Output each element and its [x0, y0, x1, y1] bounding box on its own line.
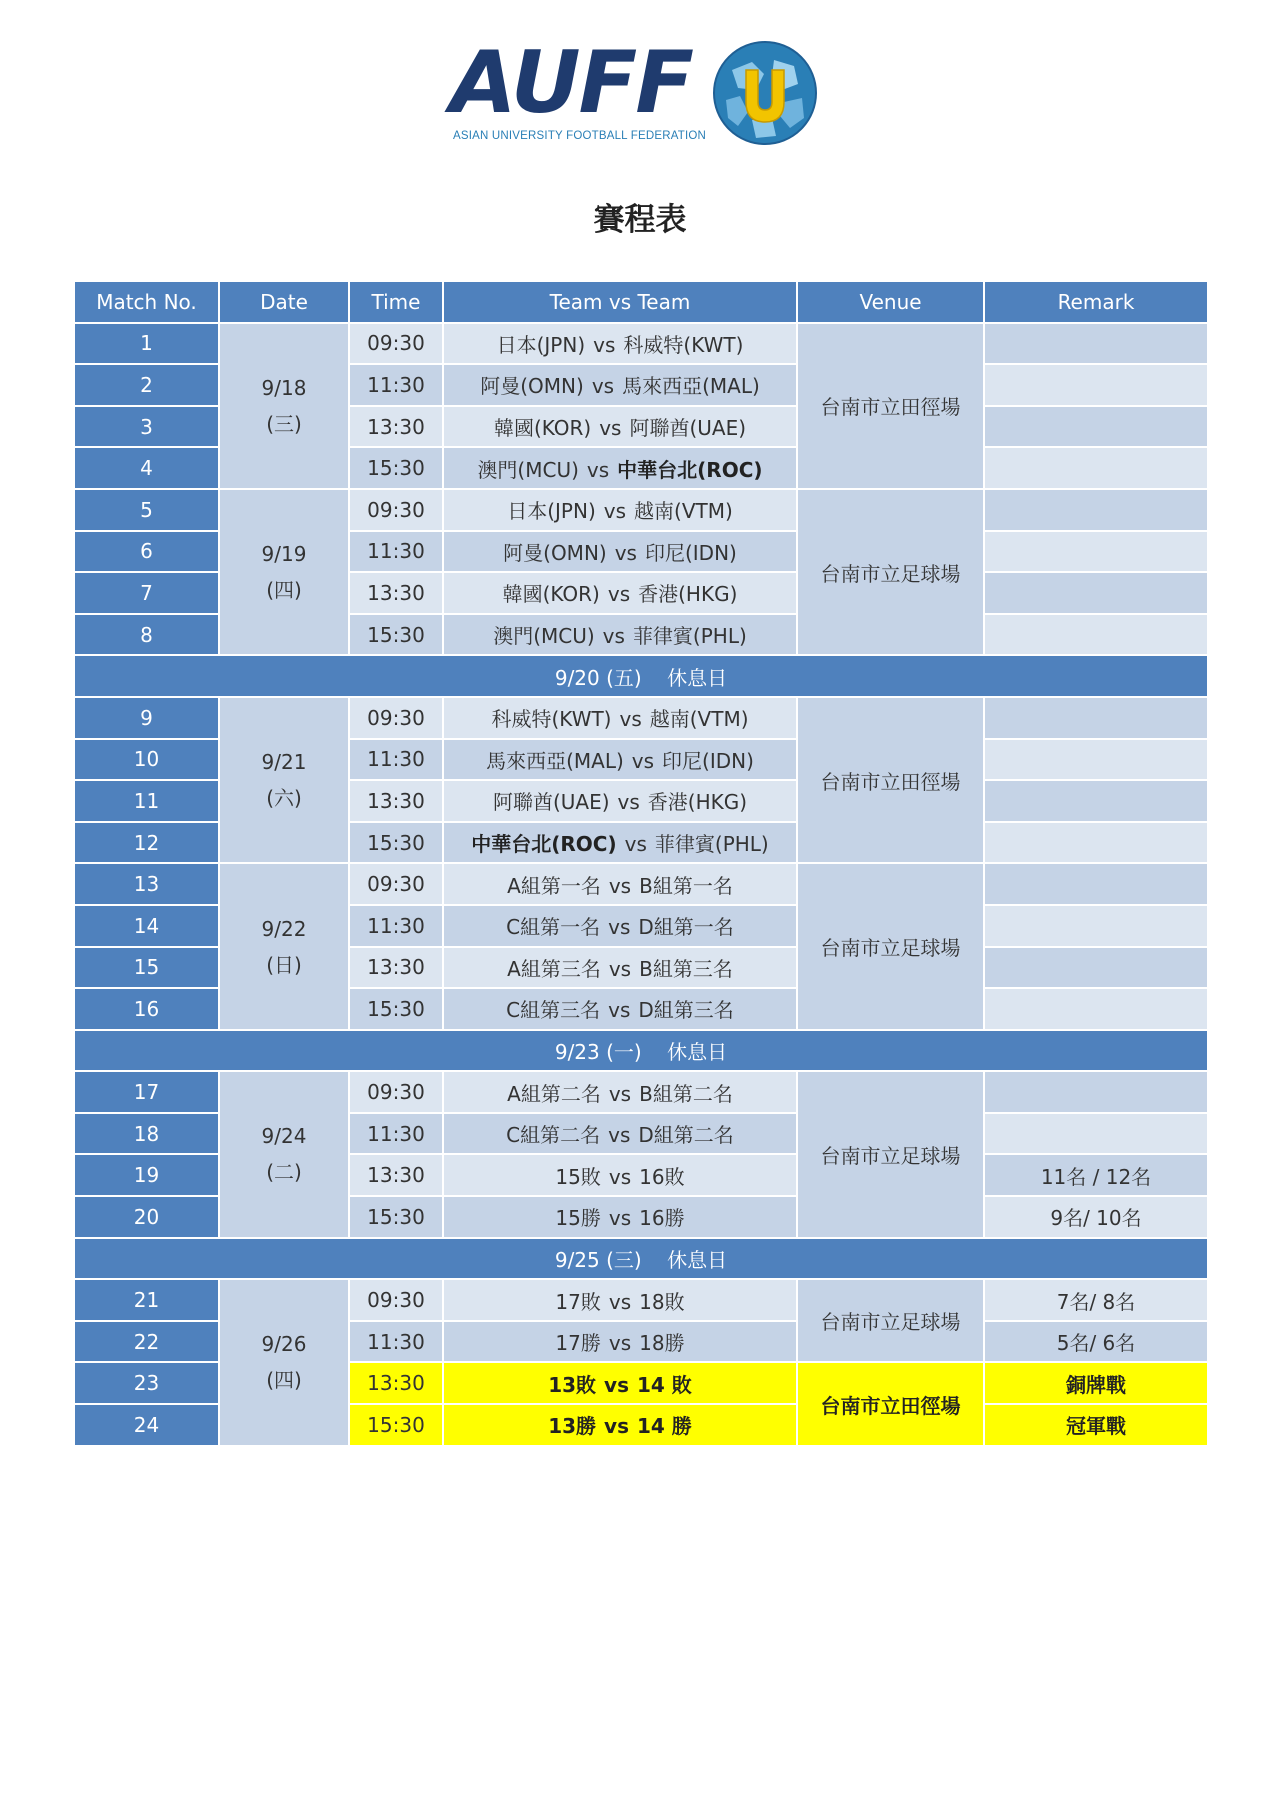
football-globe-icon: [712, 40, 818, 146]
vs-label: vs: [608, 1289, 632, 1314]
match-no: 3: [74, 406, 219, 448]
match-remark: [984, 406, 1208, 448]
match-time: 09:30: [349, 323, 443, 365]
match-time: 15:30: [349, 822, 443, 864]
vs-label: vs: [608, 1164, 632, 1189]
rest-day-label: [74, 1238, 1208, 1280]
team-home: 馬來西亞(MAL): [486, 748, 624, 773]
match-no: 8: [74, 614, 219, 656]
match-no: 16: [74, 988, 219, 1030]
table-row: [74, 323, 1208, 365]
match-teams: [443, 905, 797, 947]
match-teams: [443, 1071, 797, 1113]
vs-label: vs: [602, 624, 625, 649]
match-date: [219, 489, 349, 655]
match-remark: [984, 780, 1208, 822]
team-home: 韓國(KOR): [493, 416, 592, 441]
vs-label: vs: [608, 1081, 632, 1106]
match-no: 12: [74, 822, 219, 864]
team-home: 17勝: [555, 1331, 601, 1356]
match-remark: [984, 447, 1208, 489]
match-time: 11:30: [349, 364, 443, 406]
vs-label: vs: [608, 998, 631, 1023]
vs-label: vs: [604, 1414, 629, 1439]
match-venue: 台南市立田徑場: [797, 697, 984, 863]
team-home: 13勝: [548, 1414, 597, 1439]
table-row: [74, 1279, 1208, 1321]
vs-label: vs: [608, 1123, 631, 1148]
date-value: 9/22: [261, 916, 307, 941]
team-away: 18勝: [639, 1331, 685, 1356]
date-value: 9/19: [261, 542, 307, 567]
vs-label: vs: [608, 1206, 632, 1231]
header-venue: Venue: [797, 281, 984, 323]
page-title: 賽程表: [593, 202, 687, 238]
match-time: 15:30: [349, 1404, 443, 1446]
team-away: D組第三名: [638, 998, 734, 1023]
match-no: 17: [74, 1071, 219, 1113]
match-time: 09:30: [349, 1279, 443, 1321]
match-time: 15:30: [349, 614, 443, 656]
team-home: 韓國(KOR): [502, 582, 600, 607]
date-value: 9/18: [261, 375, 307, 400]
team-away: B組第三名: [639, 956, 733, 981]
vs-label: vs: [614, 540, 637, 565]
team-away: 香港(HKG): [638, 582, 738, 607]
team-away: 印尼(IDN): [662, 748, 754, 773]
match-no: 24: [74, 1404, 219, 1446]
match-time: 09:30: [349, 697, 443, 739]
match-teams: [443, 822, 797, 864]
team-home: 阿曼(OMN): [480, 374, 584, 399]
match-remark: 銅牌戰: [984, 1362, 1208, 1404]
team-home: C組第二名: [506, 1123, 601, 1148]
header-date: Date: [219, 281, 349, 323]
match-time: 11:30: [349, 1321, 443, 1363]
rest-day-date: 9/20 (五): [554, 665, 642, 690]
team-away: 馬來西亞(MAL): [622, 374, 760, 399]
date-weekday: (四): [266, 578, 302, 603]
team-away: 14 敗: [637, 1372, 692, 1397]
date-value: 9/24: [261, 1124, 307, 1149]
match-time: 13:30: [349, 572, 443, 614]
rest-day-label: [74, 655, 1208, 697]
match-remark: [984, 822, 1208, 864]
match-no: 5: [74, 489, 219, 531]
match-date: [219, 863, 349, 1029]
vs-label: vs: [607, 582, 631, 607]
match-no: 6: [74, 531, 219, 573]
match-time: 15:30: [349, 447, 443, 489]
match-remark: 7名/ 8名: [984, 1279, 1208, 1321]
match-no: 19: [74, 1154, 219, 1196]
rest-day-row: [74, 1238, 1208, 1280]
match-no: 10: [74, 739, 219, 781]
match-teams: [443, 739, 797, 781]
match-teams: [443, 447, 797, 489]
header-remark: Remark: [984, 281, 1208, 323]
match-no: 2: [74, 364, 219, 406]
match-no: 9: [74, 697, 219, 739]
match-teams: [443, 364, 797, 406]
match-no: 1: [74, 323, 219, 365]
match-remark: [984, 863, 1208, 905]
rest-day-row: [74, 655, 1208, 697]
rest-day-date: 9/25 (三): [554, 1247, 642, 1272]
match-remark: 11名 / 12名: [984, 1154, 1208, 1196]
match-time: 11:30: [349, 905, 443, 947]
match-no: 7: [74, 572, 219, 614]
match-time: 13:30: [349, 1362, 443, 1404]
team-away: 越南(VTM): [649, 707, 749, 732]
match-teams: [443, 1362, 797, 1404]
vs-label: vs: [603, 499, 627, 524]
match-no: 18: [74, 1113, 219, 1155]
table-header-row: [74, 281, 1208, 323]
vs-label: vs: [617, 790, 640, 815]
match-remark: [984, 323, 1208, 365]
date-weekday: (四): [266, 1368, 302, 1393]
date-weekday: (六): [266, 786, 302, 811]
match-teams: [443, 697, 797, 739]
match-time: 13:30: [349, 1154, 443, 1196]
schedule-table: [73, 280, 1209, 1447]
match-remark: 冠軍戰: [984, 1404, 1208, 1446]
match-remark: [984, 364, 1208, 406]
match-date: [219, 323, 349, 489]
match-remark: [984, 905, 1208, 947]
rest-day-text: 休息日: [667, 665, 728, 690]
rest-day-label: [74, 1030, 1208, 1072]
match-time: 09:30: [349, 863, 443, 905]
match-remark: [984, 572, 1208, 614]
match-time: 13:30: [349, 780, 443, 822]
match-remark: 5名/ 6名: [984, 1321, 1208, 1363]
match-venue: 台南市立足球場: [797, 863, 984, 1029]
match-no: 11: [74, 780, 219, 822]
match-time: 15:30: [349, 1196, 443, 1238]
match-teams: [443, 1404, 797, 1446]
match-teams: [443, 323, 797, 365]
match-time: 09:30: [349, 489, 443, 531]
team-away: D組第一名: [638, 915, 734, 940]
vs-label: vs: [624, 832, 647, 857]
team-home: 17敗: [555, 1289, 601, 1314]
match-remark: [984, 1113, 1208, 1155]
match-teams: [443, 572, 797, 614]
match-no: 21: [74, 1279, 219, 1321]
logo-subtitle: ASIAN UNIVERSITY FOOTBALL FEDERATION: [453, 130, 707, 142]
table-row: [74, 489, 1208, 531]
team-away: 16勝: [639, 1206, 685, 1231]
team-away: 菲律賓(PHL): [654, 832, 769, 857]
match-venue: 台南市立足球場: [797, 489, 984, 655]
team-home: 15勝: [555, 1206, 601, 1231]
team-away: 越南(VTM): [634, 499, 733, 524]
date-weekday: (日): [266, 952, 302, 977]
match-remark: [984, 531, 1208, 573]
match-time: 11:30: [349, 1113, 443, 1155]
logo-wordmark: AUFF: [450, 33, 693, 133]
rest-day-row: [74, 1030, 1208, 1072]
team-away: D組第二名: [638, 1123, 734, 1148]
team-away: 印尼(IDN): [644, 540, 737, 565]
header-time: Time: [349, 281, 443, 323]
match-time: 09:30: [349, 1071, 443, 1113]
match-time: 13:30: [349, 406, 443, 448]
match-no: 15: [74, 947, 219, 989]
vs-label: vs: [631, 748, 655, 773]
match-venue: 台南市立足球場: [797, 1071, 984, 1237]
team-home: 15敗: [555, 1164, 601, 1189]
match-no: 22: [74, 1321, 219, 1363]
match-remark: 9名/ 10名: [984, 1196, 1208, 1238]
match-teams: [443, 1321, 797, 1363]
vs-label: vs: [586, 457, 610, 482]
table-row: [74, 1071, 1208, 1113]
match-venue: 台南市立田徑場: [797, 1362, 984, 1445]
match-remark: [984, 1071, 1208, 1113]
team-home: 科威特(KWT): [491, 707, 612, 732]
team-home: A組第一名: [507, 873, 601, 898]
vs-label: vs: [619, 707, 642, 732]
match-time: 15:30: [349, 988, 443, 1030]
match-teams: [443, 489, 797, 531]
match-remark: [984, 739, 1208, 781]
match-teams: [443, 863, 797, 905]
vs-label: vs: [608, 956, 632, 981]
match-venue: 台南市立足球場: [797, 1279, 984, 1362]
match-no: 14: [74, 905, 219, 947]
team-home: C組第一名: [506, 915, 601, 940]
vs-label: vs: [608, 915, 631, 940]
team-away: 14 勝: [637, 1414, 692, 1439]
team-away: B組第一名: [639, 873, 733, 898]
match-teams: [443, 780, 797, 822]
match-remark: [984, 697, 1208, 739]
rest-day-text: 休息日: [667, 1039, 728, 1064]
team-away: 中華台北(ROC): [617, 457, 763, 482]
team-away: 16敗: [639, 1164, 685, 1189]
team-home: C組第三名: [506, 998, 601, 1023]
match-remark: [984, 489, 1208, 531]
match-teams: [443, 1154, 797, 1196]
match-date: [219, 697, 349, 863]
vs-label: vs: [608, 1331, 632, 1356]
team-away: 科威特(KWT): [623, 332, 744, 357]
team-home: 阿聯酋(UAE): [492, 790, 610, 815]
match-teams: [443, 1279, 797, 1321]
match-teams: [443, 947, 797, 989]
team-away: 香港(HKG): [647, 790, 748, 815]
vs-label: vs: [599, 416, 622, 441]
match-time: 13:30: [349, 947, 443, 989]
match-teams: [443, 1196, 797, 1238]
team-home: 日本(JPN): [507, 499, 596, 524]
match-date: [219, 1279, 349, 1445]
team-home: 澳門(MCU): [493, 624, 595, 649]
match-teams: [443, 406, 797, 448]
team-home: 阿曼(OMN): [503, 540, 607, 565]
vs-label: vs: [608, 873, 632, 898]
match-remark: [984, 947, 1208, 989]
vs-label: vs: [604, 1372, 629, 1397]
date-value: 9/26: [261, 1332, 307, 1357]
match-time: 11:30: [349, 531, 443, 573]
match-remark: [984, 614, 1208, 656]
team-home: 13敗: [548, 1372, 597, 1397]
match-date: [219, 1071, 349, 1237]
date-weekday: (三): [266, 411, 302, 436]
table-row: [74, 697, 1208, 739]
rest-day-date: 9/23 (一): [554, 1039, 642, 1064]
header-teams: Team vs Team: [443, 281, 797, 323]
team-home: A組第二名: [507, 1081, 601, 1106]
match-teams: [443, 614, 797, 656]
match-venue: 台南市立田徑場: [797, 323, 984, 489]
auff-logo: [450, 33, 830, 148]
header-match-no: Match No.: [74, 281, 219, 323]
match-teams: [443, 988, 797, 1030]
match-teams: [443, 1113, 797, 1155]
date-weekday: (二): [266, 1160, 302, 1185]
match-time: 11:30: [349, 739, 443, 781]
match-no: 23: [74, 1362, 219, 1404]
match-no: 4: [74, 447, 219, 489]
team-away: B組第二名: [639, 1081, 733, 1106]
team-away: 菲律賓(PHL): [632, 624, 747, 649]
team-away: 阿聯酋(UAE): [629, 416, 747, 441]
team-home: A組第三名: [507, 956, 601, 981]
team-home: 日本(JPN): [496, 332, 586, 357]
vs-label: vs: [593, 332, 616, 357]
date-value: 9/21: [261, 750, 307, 775]
team-home: 澳門(MCU): [477, 457, 579, 482]
vs-label: vs: [591, 374, 615, 399]
rest-day-text: 休息日: [667, 1247, 728, 1272]
table-row: [74, 863, 1208, 905]
match-no: 20: [74, 1196, 219, 1238]
match-no: 13: [74, 863, 219, 905]
match-teams: [443, 531, 797, 573]
team-away: 18敗: [639, 1289, 685, 1314]
team-home: 中華台北(ROC): [471, 832, 617, 857]
match-remark: [984, 988, 1208, 1030]
